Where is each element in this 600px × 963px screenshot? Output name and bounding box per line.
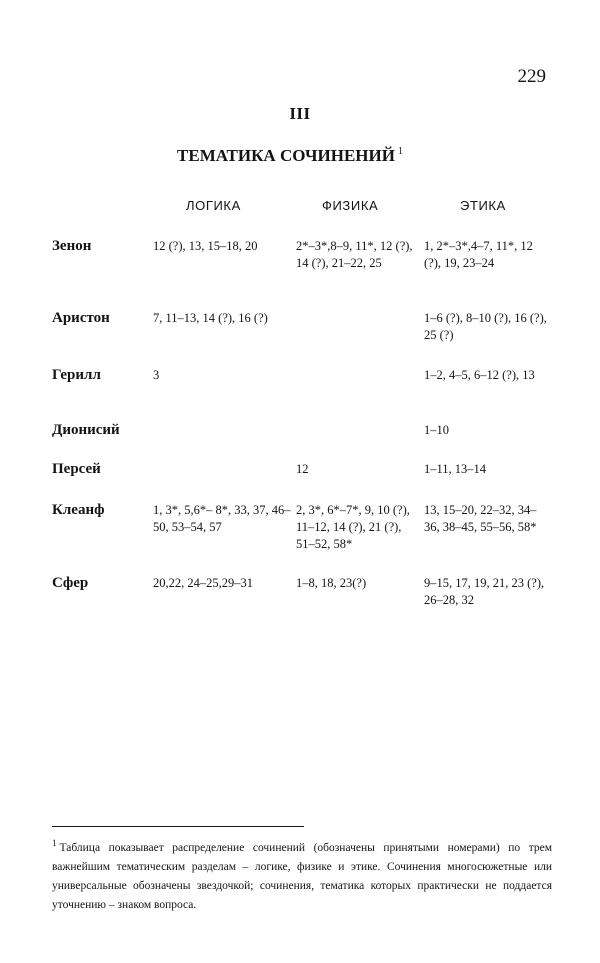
author-name: Сфер xyxy=(52,575,89,591)
footnote-text: Таблица показывает распределение сочинений (обозначены принятыми номерами) по трем важнейшим тематическим разделам – логике, физике и этике. Сочинения многосюжетные или универсальные обозначены звездочкой; сочинения, тематика которых практически не поддается уточнению – знаком вопроса. xyxy=(52,841,552,911)
author-name: Клеанф xyxy=(52,502,105,518)
cell-physics: 2*–3*,8–9, 11*, 12 (?), 14 (?), 21–22, 25 xyxy=(296,239,413,270)
footnote-marker: 1 xyxy=(52,838,57,848)
author-name: Аристон xyxy=(52,310,110,326)
cell-logic: 20,22, 24–25,29–31 xyxy=(153,576,253,590)
column-headers xyxy=(0,198,600,218)
author-name: Персей xyxy=(52,461,101,477)
cell-ethics: 1–2, 4–5, 6–12 (?), 13 xyxy=(424,368,535,382)
cell-logic: 12 (?), 13, 15–18, 20 xyxy=(153,239,258,253)
footnote xyxy=(52,834,552,915)
column-header-physics: ФИЗИКА xyxy=(322,198,379,213)
column-header-ethics: ЭТИКА xyxy=(460,198,506,213)
footnote-divider xyxy=(52,826,304,827)
author-name: Зенон xyxy=(52,238,92,254)
title-footnote-marker: 1 xyxy=(397,146,403,158)
cell-ethics: 1–10 xyxy=(424,423,449,437)
cell-ethics: 1, 2*–3*,4–7, 11*, 12 (?), 19, 23–24 xyxy=(424,239,533,270)
cell-ethics: 13, 15–20, 22–32, 34–36, 38–45, 55–56, 58* xyxy=(424,503,537,534)
author-name: Дионисий xyxy=(52,422,120,438)
cell-logic: 1, 3*, 5,6*– 8*, 33, 37, 46–50, 53–54, 57 xyxy=(153,503,291,534)
cell-logic: 3 xyxy=(153,368,160,382)
cell-physics: 12 xyxy=(296,462,309,476)
column-header-logic: ЛОГИКА xyxy=(186,198,241,213)
cell-ethics: 1–6 (?), 8–10 (?), 16 (?), 25 (?) xyxy=(424,311,547,342)
title-text: ТЕМАТИКА СОЧИНЕНИЙ xyxy=(177,146,395,165)
cell-physics: 1–8, 18, 23(?) xyxy=(296,576,367,590)
author-name: Герилл xyxy=(52,367,101,383)
cell-physics: 2, 3*, 6*–7*, 9, 10 (?), 11–12, 14 (?), 21 (?), 51–52, 58* xyxy=(296,503,410,551)
page-number: 229 xyxy=(517,66,546,87)
page-title xyxy=(0,146,580,166)
section-numeral: III xyxy=(289,104,311,123)
cell-ethics: 1–11, 13–14 xyxy=(424,462,487,476)
cell-ethics: 9–15, 17, 19, 21, 23 (?), 26–28, 32 xyxy=(424,576,545,607)
cell-logic: 7, 11–13, 14 (?), 16 (?) xyxy=(153,311,268,325)
